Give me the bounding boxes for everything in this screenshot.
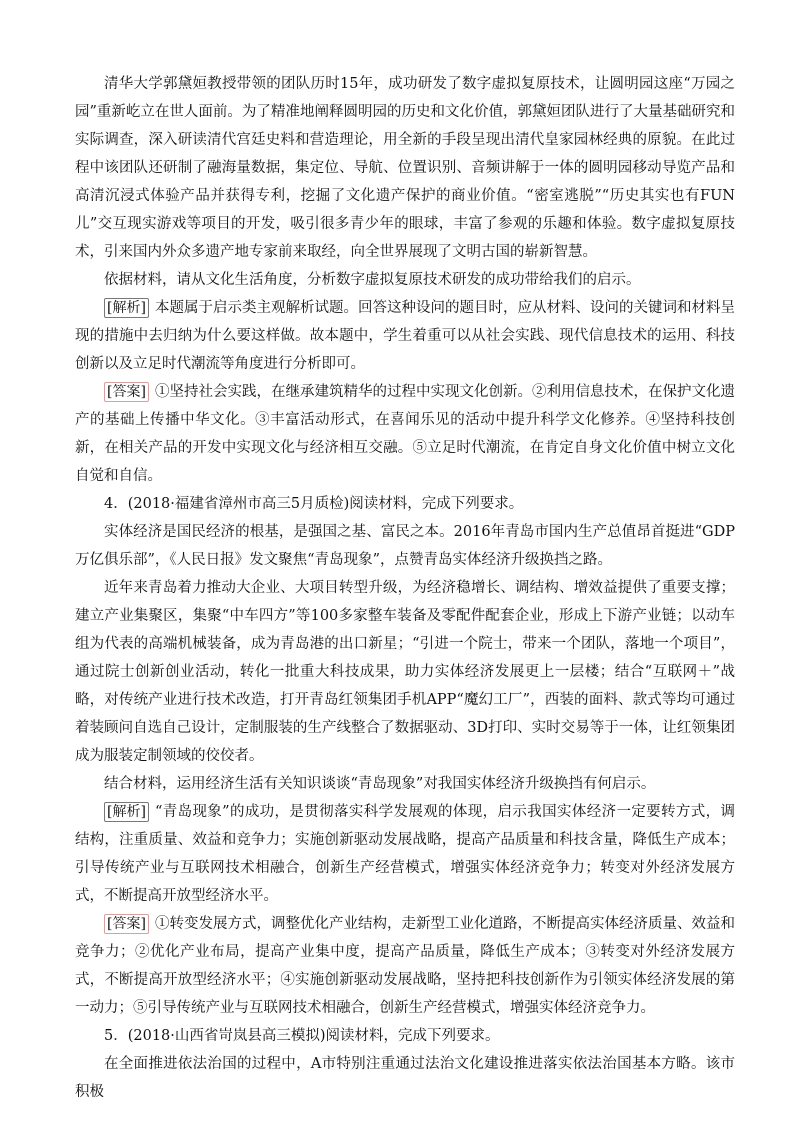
document-page: [75, 70, 735, 1106]
question-5-header: 5．(2018·山西省岢岚县高三模拟)阅读材料，完成下列要求。: [104, 1028, 500, 1044]
analysis-label: [解析]: [104, 802, 149, 822]
answer-paragraph: [75, 378, 735, 490]
answer-paragraph: [75, 910, 735, 1022]
question-prompt: 依据材料，请从文化生活角度，分析数字虚拟复原技术研发的成功带给我们的启示。: [104, 272, 641, 288]
analysis-text: “青岛现象”的成功，是贯彻落实科学发展观的体现，启示我国实体经济一定要转方式，调结构，注重质量、效益和竞争力；实施创新驱动发展战略，提高产品质量和科技含量，降低生产成本；引导传统产业与互联网技术相融合，创新生产经营模式，增强实体经济竞争力；转变对外经济发展方式，不断提高开放型经济水平。: [75, 804, 735, 904]
material-paragraph: 实体经济是国民经济的根基，是强国之基、富民之本。2016年青岛市国内生产总值昂首挺进“GDP万亿俱乐部”，《人民日报》发文聚焦“青岛现象”，点赞青岛实体经济升级换挡之路。: [75, 524, 735, 568]
analysis-text: 本题属于启示类主观解析试题。回答这种设问的题目时，应从材料、设问的关键词和材料呈现的措施中去归纳为什么要这样做。故本题中，学生着重可以从社会实践、现代信息技术的运用、科技创新以及立足时代潮流等角度进行分析即可。: [75, 300, 735, 372]
analysis-paragraph: [75, 798, 735, 910]
question-4-header: 4．(2018·福建省漳州市高三5月质检)阅读材料，完成下列要求。: [104, 496, 524, 512]
answer-label: [答案]: [104, 914, 149, 934]
answer-label: [答案]: [104, 382, 149, 402]
material-paragraph: 清华大学郭黛姮教授带领的团队历时15年，成功研发了数字虚拟复原技术，让圆明园这座“万园之园”重新屹立在世人面前。为了精准地阐释圆明园的历史和文化价值，郭黛姮团队进行了大量基础研究和实际调查，深入研读清代宫廷史料和营造理论，用全新的手段呈现出清代皇家园林经典的原貌。在此过程中该团队还研制了融海量数据，集定位、导航、位置识别、音频讲解于一体的圆明园移动导览产品和高清沉浸式体验产品并获得专利，挖掘了文化遗产保护的商业价值。“密室逃脱”“历史其实也有FUN儿”交互现实游戏等项目的开发，吸引很多青少年的眼球，丰富了参观的乐趣和体验。数字虚拟复原技术，引来国内外众多遗产地专家前来取经，向全世界展现了文明古国的崭新智慧。: [75, 76, 735, 260]
question-prompt: 结合材料，运用经济生活有关知识谈谈“青岛现象”对我国实体经济升级换挡有何启示。: [104, 776, 656, 792]
analysis-paragraph: [75, 294, 735, 378]
answer-text: ①转变发展方式，调整优化产业结构，走新型工业化道路，不断提高实体经济质量、效益和竞争力；②优化产业布局，提高产业集中度，提高产品质量，降低生产成本；③转变对外经济发展方式，不断提高开放型经济水平；④实施创新驱动发展战略，坚持把科技创新作为引领实体经济发展的第一动力；⑤引导传统产业与互联网技术相融合，创新生产经营模式，增强实体经济竞争力。: [75, 916, 735, 1016]
material-paragraph: 近年来青岛着力推动大企业、大项目转型升级，为经济稳增长、调结构、增效益提供了重要支撑；建立产业集聚区，集聚“中车四方”等100多家整车装备及零配件配套企业，形成上下游产业链；以动车组为代表的高端机械装备，成为青岛港的出口新星；“引进一个院士，带来一个团队，落地一个项目”，通过院士创新创业活动，转化一批重大科技成果，助力实体经济发展更上一层楼；结合“互联网＋”战略，对传统产业进行技术改造，打开青岛红领集团手机APP“魔幻工厂”，西装的面料、款式等均可通过着装顾问自选自己设计，定制服装的生产线整合了数据驱动、3D打印、实时交易等于一体，让红领集团成为服装定制领域的佼佼者。: [75, 580, 735, 764]
analysis-label: [解析]: [104, 298, 149, 318]
material-paragraph: 在全面推进依法治国的过程中，A市特别注重通过法治文化建设推进落实依法治国基本方略。该市积极: [75, 1056, 735, 1100]
answer-text: ①坚持社会实践，在继承建筑精华的过程中实现文化创新。②利用信息技术，在保护文化遗产的基础上传播中华文化。③丰富活动形式，在喜闻乐见的活动中提升科学文化修养。④坚持科技创新，在相关产品的开发中实现文化与经济相互交融。⑤立足时代潮流，在肯定自身文化价值中树立文化自觉和自信。: [75, 384, 735, 484]
